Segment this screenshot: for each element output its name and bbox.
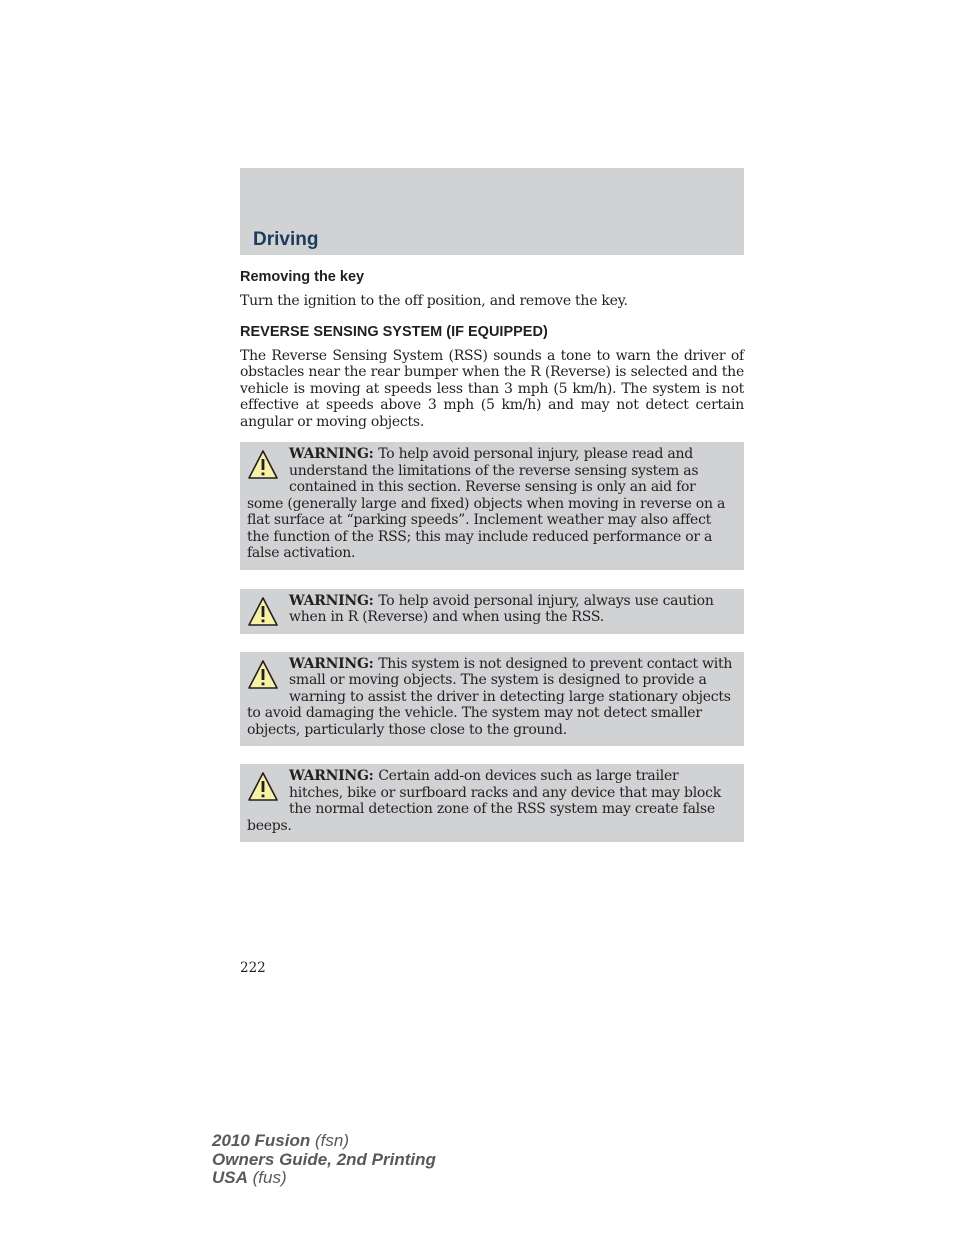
warning-label: WARNING: bbox=[289, 592, 379, 609]
warning-text: Certain add-on devices such as large trailer hitches, bike or surfboard racks and any device that may block the normal detection zone of the RSS system may create false beeps. bbox=[247, 768, 721, 834]
warning-label: WARNING: bbox=[289, 446, 379, 462]
warning-triangle-icon bbox=[247, 596, 279, 628]
warning-box-3 bbox=[240, 652, 744, 747]
warning-text: To help avoid personal injury, always use caution when in R (Reverse) and when using the RSS. bbox=[289, 592, 714, 625]
footer-line-market bbox=[212, 1169, 436, 1188]
footer-market-code: (fus) bbox=[247, 1168, 287, 1187]
footer-line-model bbox=[212, 1132, 436, 1151]
rss-heading: REVERSE SENSING SYSTEM (IF EQUIPPED) bbox=[240, 323, 548, 340]
document-footer bbox=[212, 1132, 436, 1188]
section-header-band bbox=[240, 168, 744, 255]
section-title: Driving bbox=[253, 229, 319, 250]
warning-label: WARNING: bbox=[289, 655, 379, 672]
removing-key-heading: Removing the key bbox=[240, 269, 365, 285]
footer-market-name: USA bbox=[212, 1168, 248, 1187]
footer-model-name: 2010 Fusion bbox=[212, 1131, 311, 1150]
warning-text: To help avoid personal injury, please read and understand the limitations of the reverse sensing system as contained in this section. Reverse sensing is only an aid for some (generally large and fixed) objects when moving in reverse on a flat surface at “parking speeds”. Inclement weather may also affect the function of the RSS; this may include reduced performance or a false activation. bbox=[247, 446, 726, 561]
warning-text: This system is not designed to prevent contact with small or moving objects. The system is designed to provide a warning to assist the driver in detecting large stationary objects to avoid damaging the vehicle. The system may not detect smaller objects, particularly those close to the ground. bbox=[247, 655, 733, 738]
warning-triangle-icon bbox=[247, 771, 279, 803]
footer-model-code: (fsn) bbox=[310, 1131, 349, 1150]
rss-intro-text: The Reverse Sensing System (RSS) sounds a tone to warn the driver of obstacles near the rear bumper when the R (Reverse) is selected and the vehicle is moving at speeds less than 3 mph (5 km/h). The system is not effective at speeds above 3 mph (5 km/h) and may not detect certain angular or moving objects. bbox=[240, 347, 744, 430]
warning-box-2 bbox=[240, 589, 744, 634]
warning-box-4 bbox=[240, 764, 744, 842]
page-content bbox=[240, 267, 744, 842]
warning-label: WARNING: bbox=[289, 768, 379, 784]
warning-triangle-icon bbox=[247, 659, 279, 691]
warning-triangle-icon bbox=[247, 449, 279, 481]
warning-box-1 bbox=[240, 442, 744, 570]
page-number: 222 bbox=[240, 960, 266, 976]
removing-key-text: Turn the ignition to the off position, and remove the key. bbox=[240, 293, 628, 309]
footer-line-guide: Owners Guide, 2nd Printing bbox=[212, 1149, 436, 1169]
